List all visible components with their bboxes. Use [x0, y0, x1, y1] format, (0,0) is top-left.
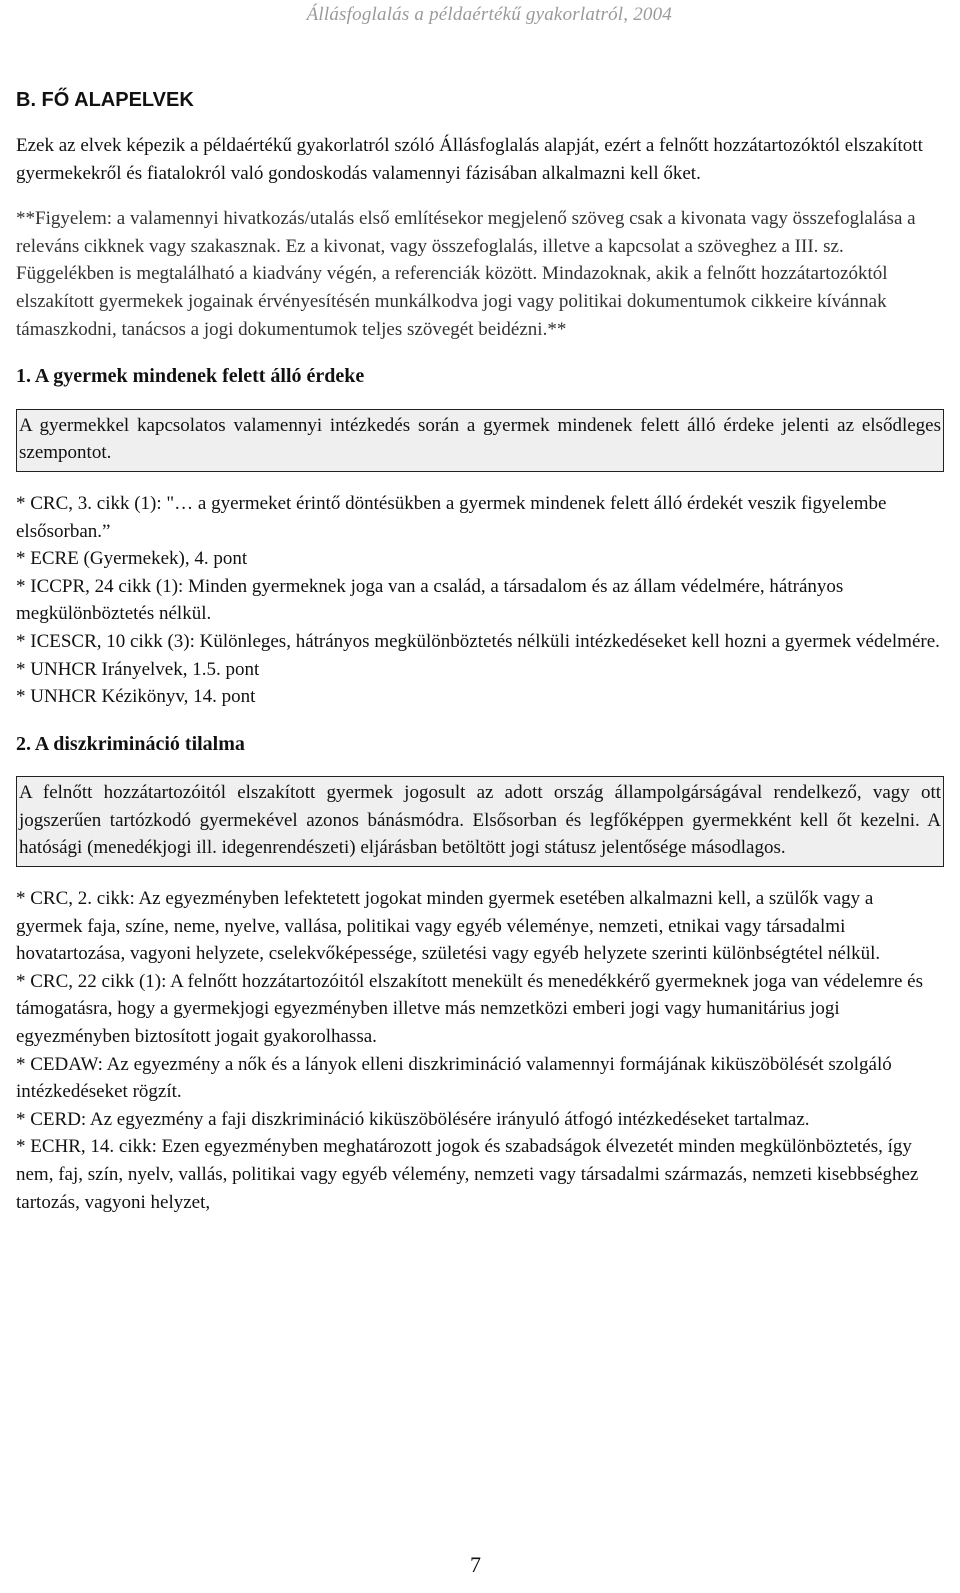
- reference-item: * CRC, 2. cikk: Az egyezményben lefektetett jogokat minden gyermek esetében alkalmazni kell, a szülők vagy a gyermek faja, színe, neme, nyelve, vallása, politikai vagy egyéb véleménye, nemzeti, etnikai vagy társadalmi hovatartozása, vagyoni helyzete, cselekvőképessége, születési vagy egyéb helyzete szerinti különbségtétel nélkül.: [16, 888, 881, 965]
- reference-item: * UNHCR Kézikönyv, 14. pont: [16, 686, 256, 708]
- principle-1-heading: 1. A gyermek mindenek felett álló érdeke: [16, 365, 365, 388]
- reference-item: * CEDAW: Az egyezmény a nők és a lányok elleni diszkrimináció valamennyi formájának kiküszöbölését szolgáló intézkedéseket rögzít.: [16, 1053, 892, 1103]
- note-paragraph: [16, 205, 944, 343]
- section-title: B. FŐ ALAPELVEK: [16, 89, 194, 111]
- reference-item: * UNHCR Irányelvek, 1.5. pont: [16, 658, 260, 680]
- reference-item: * ECRE (Gyermekek), 4. pont: [16, 548, 248, 570]
- reference-item: * ECHR, 14. cikk: Ezen egyezményben meghatározott jogok és szabadságok élvezetét minden megkülönböztetés, így nem, faj, szín, nyelv, vallás, politikai vagy egyéb vélemény, nemzeti vagy társadalmi származás, nemzeti kisebbséghez tartozás, vagyoni helyzet,: [16, 1136, 919, 1213]
- principle-2-heading: 2. A diszkrimináció tilalma: [16, 732, 245, 755]
- principle-2-references: [16, 885, 944, 1216]
- reference-item: * ICESCR, 10 cikk (3): Különleges, hátrányos megkülönböztetés nélküli intézkedéseket kell hozni a gyermek védelmére.: [16, 630, 940, 652]
- note-text-part2: Mindazoknak, akik a felnőtt hozzátartozóktól elszakított gyermekek jogainak érvényesítésén munkálkodva jogi vagy politikai dokumentumok cikkeire kívánnak támaszkodni, tanácsos a jogi dokumentumok teljes szövegét beidézni.**: [16, 263, 888, 340]
- document-body: [16, 86, 944, 1224]
- principle-2-box: A felnőtt hozzátartozóitól elszakított gyermek jogosult az adott ország állampolgárságával rendelkező, vagy ott jogszerűen tartózkodó gyermekével azonos bánásmódra. Elsősorban és legfőképpen gyermekként kell őt kezelni. A hatósági (menedékjogi ill. idegenrendészeti) eljárásban betöltött jogi státusz jelentősége másodlagos.: [16, 776, 944, 867]
- principle-1-references: [16, 490, 944, 711]
- reference-item: * CRC, 22 cikk (1): A felnőtt hozzátartozóitól elszakított menekült és menedékkérő gyermeknek joga van védelemre és támogatásra, hogy a gyermekjogi egyezményben illetve más nemzetközi emberi jogi vagy humanitárius jogi egyezményben biztosított jogait gyakorolhassa.: [16, 970, 923, 1048]
- reference-item: * CERD: Az egyezmény a faji diszkrimináció kiküszöbölésére irányuló átfogó intézkedéseket tartalmaz.: [16, 1108, 810, 1130]
- reference-item: * ICCPR, 24 cikk (1): Minden gyermeknek joga van a család, a társadalom és az állam védelmére, hátrányos megkülönböztetés nélkül.: [16, 575, 844, 625]
- note-text-part1: **Figyelem: a valamennyi hivatkozás/utalás első említésekor megjelenő szöveg csak a kivonata vagy összefoglalása a releváns cikknek vagy szakasznak. Ez a kivonat, vagy összefoglalás, illetve a kapcsolat a szöveghez a III. sz. Függelékben is megtalálható a kiadvány végén, a referenciák között.: [16, 208, 916, 285]
- principle-1-box: A gyermekkel kapcsolatos valamennyi intézkedés során a gyermek mindenek felett álló érdeke jelenti az elsődleges szempontot.: [16, 409, 944, 472]
- intro-paragraph: Ezek az elvek képezik a példaértékű gyakorlatról szóló Állásfoglalás alapját, ezért a felnőtt hozzátartozóktól elszakított gyermekekről és fiatalokról való gondoskodás valamennyi fázisában alkalmazni kell őket.: [16, 135, 923, 184]
- page-number: 7: [470, 1552, 481, 1577]
- running-header: Állásfoglalás a példaértékű gyakorlatról, 2004: [306, 4, 672, 25]
- reference-item: * CRC, 3. cikk (1): "… a gyermeket érintő döntésükben a gyermek mindenek felett álló érdekét veszik figyelembe elsősorban.”: [16, 492, 887, 542]
